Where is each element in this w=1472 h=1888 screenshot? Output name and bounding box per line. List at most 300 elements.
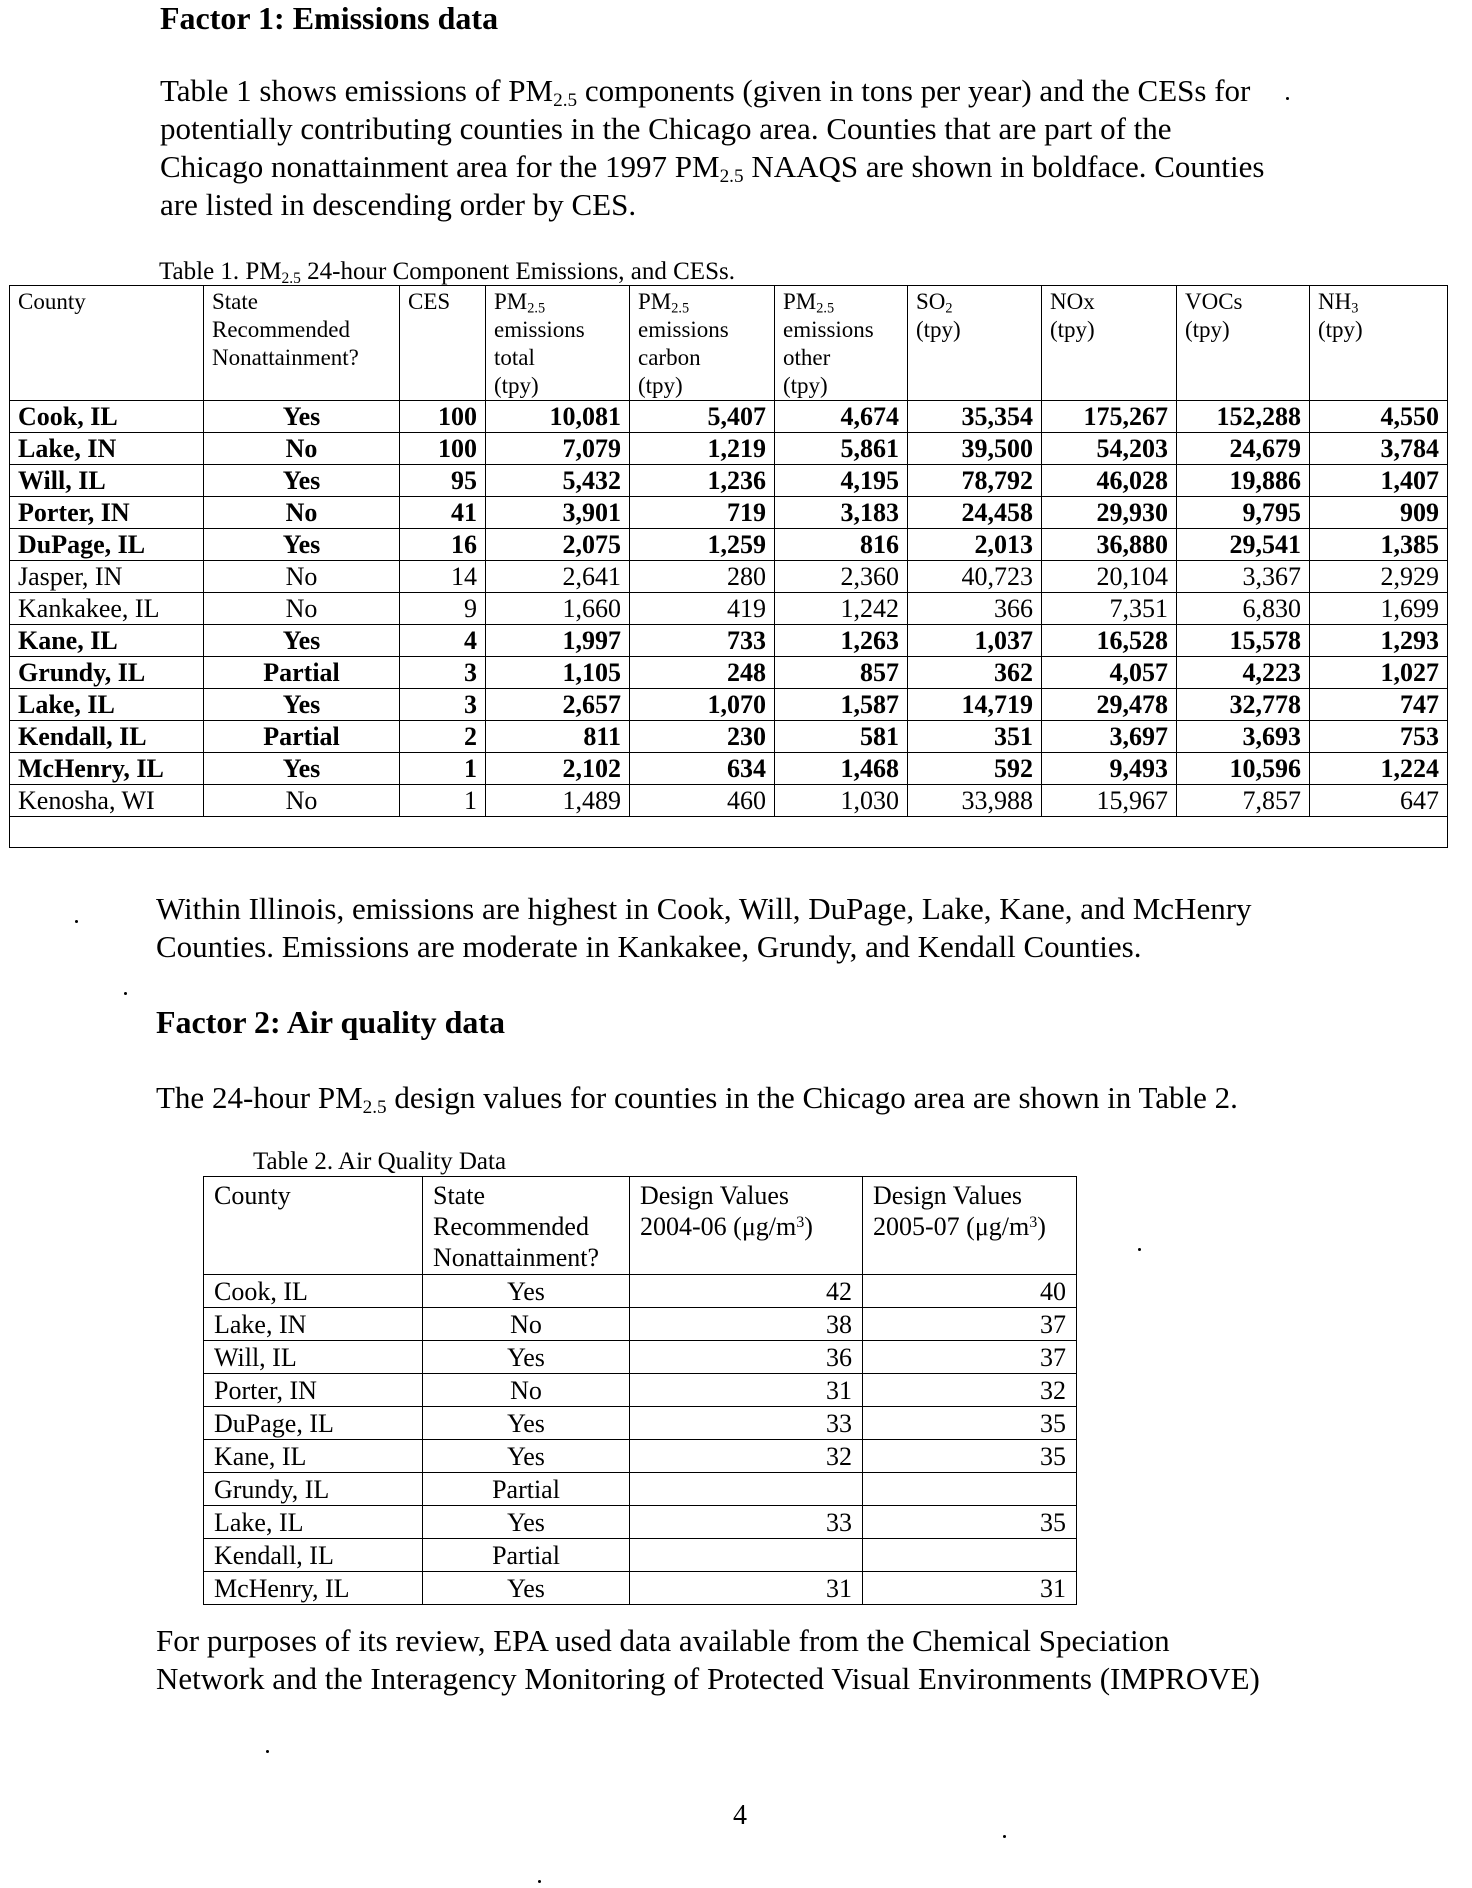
table-cell: 1,242 — [775, 593, 908, 625]
column-header — [204, 1177, 423, 1275]
table-cell: 4,674 — [775, 401, 908, 433]
table-cell: 230 — [630, 721, 775, 753]
header-text: Recommended — [212, 317, 350, 342]
scan-speck — [1138, 1248, 1141, 1251]
table-row — [204, 1407, 1077, 1440]
table-cell: Yes — [204, 465, 400, 497]
table-row — [10, 657, 1448, 689]
table-cell: 460 — [630, 785, 775, 817]
header-text: County — [214, 1181, 291, 1210]
header-line — [408, 288, 477, 316]
factor2-heading: Factor 2: Air quality data — [156, 1004, 506, 1040]
table-cell: Yes — [423, 1275, 630, 1308]
table-cell: 32 — [863, 1374, 1077, 1407]
table-cell: 592 — [908, 753, 1042, 785]
table-cell: 37 — [863, 1308, 1077, 1341]
table-cell: Partial — [423, 1473, 630, 1506]
table-cell: 3,784 — [1310, 433, 1448, 465]
county-cell: Lake, IN — [204, 1308, 423, 1341]
table-cell: 362 — [908, 657, 1042, 689]
table-cell: 1,997 — [486, 625, 630, 657]
scan-speck — [124, 992, 127, 995]
paragraph-line — [160, 72, 1264, 110]
table-row — [204, 1341, 1077, 1374]
table-cell: 4 — [400, 625, 486, 657]
table-cell: 1,385 — [1310, 529, 1448, 561]
column-header — [1177, 286, 1310, 401]
header-text: (tpy) — [1185, 317, 1230, 342]
column-header — [630, 286, 775, 401]
header-line — [212, 344, 391, 372]
header-line — [18, 288, 195, 316]
page-number: 4 — [733, 1800, 747, 1831]
header-line — [783, 344, 899, 372]
header-text: PM — [638, 289, 672, 314]
table-cell: 10,596 — [1177, 753, 1310, 785]
table-cell: 3,693 — [1177, 721, 1310, 753]
table-cell: 31 — [863, 1572, 1077, 1605]
table-cell: 1,259 — [630, 529, 775, 561]
table-cell: 2,929 — [1310, 561, 1448, 593]
table-row — [10, 561, 1448, 593]
empty-cell — [10, 817, 1448, 848]
table-cell: 811 — [486, 721, 630, 753]
table-cell: Yes — [423, 1341, 630, 1374]
table-row — [10, 721, 1448, 753]
line-text: design values for counties in the Chicago area are shown in Table 2. — [386, 1080, 1238, 1115]
table-cell: 100 — [400, 433, 486, 465]
table-cell: Yes — [204, 689, 400, 721]
table-cell: 1,293 — [1310, 625, 1448, 657]
header-line — [1318, 288, 1439, 316]
table-cell: Yes — [204, 529, 400, 561]
header-line — [212, 288, 391, 316]
header-text: VOCs — [1185, 289, 1243, 314]
empty-row — [10, 817, 1448, 848]
scan-speck — [1003, 1835, 1006, 1838]
table-row — [10, 465, 1448, 497]
county-cell: Kenosha, WI — [10, 785, 204, 817]
table-cell: 634 — [630, 753, 775, 785]
table-row — [204, 1275, 1077, 1308]
header-text: Recommended — [433, 1212, 589, 1241]
table-cell: 16,528 — [1042, 625, 1177, 657]
table-cell: 1,037 — [908, 625, 1042, 657]
table-cell: 38 — [630, 1308, 863, 1341]
table-row — [10, 785, 1448, 817]
header-line — [1050, 316, 1168, 344]
paragraph-line — [160, 110, 1264, 148]
table-cell: 2 — [400, 721, 486, 753]
scan-speck — [75, 920, 78, 923]
summary-line: Within Illinois, emissions are highest in Cook, Will, DuPage, Lake, Kane, and McHenry — [156, 891, 1252, 926]
table-cell: 2,013 — [908, 529, 1042, 561]
county-cell: Porter, IN — [10, 497, 204, 529]
header-text: 2004-06 (μg/m — [640, 1212, 797, 1241]
table-cell: 351 — [908, 721, 1042, 753]
header-line — [433, 1242, 619, 1273]
table-cell: 40 — [863, 1275, 1077, 1308]
summary-line: Counties. Emissions are moderate in Kankakee, Grundy, and Kendall Counties. — [156, 929, 1142, 964]
header-text: (tpy) — [638, 373, 683, 398]
header-line — [1185, 316, 1301, 344]
header-text: (tpy) — [916, 317, 961, 342]
table-cell: 40,723 — [908, 561, 1042, 593]
header-line — [916, 288, 1033, 316]
table-cell: 1,407 — [1310, 465, 1448, 497]
header-text: NH — [1318, 289, 1352, 314]
line-text: Chicago nonattainment area for the 1997 PM — [160, 149, 720, 184]
header-line — [494, 344, 621, 372]
table-cell: 733 — [630, 625, 775, 657]
table-cell: No — [204, 497, 400, 529]
table-cell: 1,070 — [630, 689, 775, 721]
header-line — [916, 316, 1033, 344]
header-text: carbon — [638, 345, 701, 370]
county-cell: Cook, IL — [10, 401, 204, 433]
header-text: 2005-07 (μg/m — [873, 1212, 1030, 1241]
column-header — [1310, 286, 1448, 401]
header-line — [783, 288, 899, 316]
table-cell: 747 — [1310, 689, 1448, 721]
header-line — [873, 1180, 1066, 1211]
header-text: SO — [916, 289, 946, 314]
table-cell: 24,458 — [908, 497, 1042, 529]
factor2-paragraph — [156, 1079, 1238, 1117]
table-cell: 1,263 — [775, 625, 908, 657]
table-row — [10, 401, 1448, 433]
header-text: (tpy) — [783, 373, 828, 398]
table-cell: 1,660 — [486, 593, 630, 625]
header-line — [1318, 316, 1439, 344]
table-cell — [863, 1539, 1077, 1572]
table-cell: Yes — [423, 1407, 630, 1440]
table-cell: 1,219 — [630, 433, 775, 465]
subscript: 3 — [1351, 300, 1359, 317]
table-cell: 5,432 — [486, 465, 630, 497]
table-cell — [630, 1473, 863, 1506]
subscript: 2.5 — [816, 300, 835, 317]
table-cell: No — [423, 1374, 630, 1407]
table-cell: 1,468 — [775, 753, 908, 785]
column-header — [423, 1177, 630, 1275]
header-line — [638, 288, 766, 316]
county-cell: Lake, IN — [10, 433, 204, 465]
county-cell: Kendall, IL — [10, 721, 204, 753]
table-cell: 1,489 — [486, 785, 630, 817]
paragraph-line — [160, 186, 1264, 224]
table-row — [10, 433, 1448, 465]
county-cell: Kendall, IL — [204, 1539, 423, 1572]
table-cell: 29,541 — [1177, 529, 1310, 561]
scan-speck — [538, 1880, 541, 1883]
table-cell: 2,075 — [486, 529, 630, 561]
scan-speck — [266, 1750, 269, 1753]
county-cell: DuPage, IL — [10, 529, 204, 561]
table-cell: 19,886 — [1177, 465, 1310, 497]
closing-paragraph — [156, 1622, 1260, 1698]
table1-caption — [159, 258, 735, 286]
county-cell: Kankakee, IL — [10, 593, 204, 625]
county-cell: Will, IL — [10, 465, 204, 497]
table-cell: Yes — [204, 753, 400, 785]
county-cell: McHenry, IL — [204, 1572, 423, 1605]
table-row — [10, 689, 1448, 721]
table-cell: 4,195 — [775, 465, 908, 497]
table-cell: 3,697 — [1042, 721, 1177, 753]
header-line — [1050, 288, 1168, 316]
table-cell: 37 — [863, 1341, 1077, 1374]
header-text: Nonattainment? — [433, 1243, 600, 1272]
header-text: total — [494, 345, 535, 370]
table-cell: 100 — [400, 401, 486, 433]
header-text: (tpy) — [1050, 317, 1095, 342]
table-cell: 46,028 — [1042, 465, 1177, 497]
table2-caption: Table 2. Air Quality Data — [253, 1148, 507, 1175]
table-cell: 6,830 — [1177, 593, 1310, 625]
table-cell: 5,861 — [775, 433, 908, 465]
header-text: ) — [1037, 1212, 1046, 1241]
header-text: emissions — [638, 317, 729, 342]
table-cell: Yes — [204, 401, 400, 433]
column-header — [630, 1177, 863, 1275]
factor1-paragraph — [160, 72, 1264, 224]
county-cell: Cook, IL — [204, 1275, 423, 1308]
county-cell: Kane, IL — [204, 1440, 423, 1473]
table-row — [204, 1308, 1077, 1341]
table-cell: 366 — [908, 593, 1042, 625]
table-row — [204, 1572, 1077, 1605]
header-text: Design Values — [873, 1181, 1023, 1210]
column-header — [400, 286, 486, 401]
header-line — [494, 288, 621, 316]
header-line — [640, 1180, 852, 1211]
header-line — [638, 316, 766, 344]
county-cell: DuPage, IL — [204, 1407, 423, 1440]
table2-header-row — [204, 1177, 1077, 1275]
table-cell: 2,102 — [486, 753, 630, 785]
closing-line: Network and the Interagency Monitoring of Protected Visual Environments (IMPROVE) — [156, 1661, 1260, 1696]
table-cell: 175,267 — [1042, 401, 1177, 433]
line-text: are listed in descending order by CES. — [160, 187, 637, 222]
table-cell: No — [204, 593, 400, 625]
table1-wrapper — [9, 285, 1448, 848]
table-cell: 33 — [630, 1506, 863, 1539]
table-cell: 753 — [1310, 721, 1448, 753]
table-cell: 32 — [630, 1440, 863, 1473]
table-cell: 9,795 — [1177, 497, 1310, 529]
closing-line: For purposes of its review, EPA used data available from the Chemical Speciation — [156, 1623, 1170, 1658]
caption-text: Table 1. PM — [159, 258, 282, 285]
header-text: emissions — [783, 317, 874, 342]
table-cell: No — [423, 1308, 630, 1341]
column-header — [486, 286, 630, 401]
table-cell: 20,104 — [1042, 561, 1177, 593]
header-line — [783, 372, 899, 400]
table-cell: 29,930 — [1042, 497, 1177, 529]
table-cell: 248 — [630, 657, 775, 689]
subscript: 2.5 — [281, 269, 301, 287]
table-cell: 36,880 — [1042, 529, 1177, 561]
table-cell: 2,360 — [775, 561, 908, 593]
table2-wrapper — [203, 1176, 1077, 1605]
table-cell: 33,988 — [908, 785, 1042, 817]
column-header — [10, 286, 204, 401]
county-cell: Lake, IL — [204, 1506, 423, 1539]
column-header — [908, 286, 1042, 401]
table-cell — [630, 1539, 863, 1572]
header-line — [1185, 288, 1301, 316]
table-cell: Yes — [423, 1440, 630, 1473]
county-cell: Grundy, IL — [10, 657, 204, 689]
table-row — [204, 1506, 1077, 1539]
summary-paragraph — [156, 890, 1252, 966]
table-row — [10, 497, 1448, 529]
table-cell: 7,857 — [1177, 785, 1310, 817]
table-cell: 33 — [630, 1407, 863, 1440]
county-cell: Lake, IL — [10, 689, 204, 721]
subscript: 2.5 — [553, 89, 578, 111]
header-text: State — [433, 1181, 485, 1210]
table-row — [204, 1440, 1077, 1473]
subscript: 2.5 — [719, 165, 744, 187]
header-line — [873, 1211, 1066, 1242]
subscript: 2 — [945, 300, 953, 317]
header-line — [433, 1211, 619, 1242]
table-cell: Partial — [204, 721, 400, 753]
header-text: PM — [494, 289, 528, 314]
air-quality-table — [203, 1176, 1077, 1605]
table-cell: 3 — [400, 689, 486, 721]
header-text: other — [783, 345, 831, 370]
header-text: Design Values — [640, 1181, 790, 1210]
table-row — [10, 625, 1448, 657]
table-cell: 1,224 — [1310, 753, 1448, 785]
table-cell: 7,351 — [1042, 593, 1177, 625]
table-cell: 1,027 — [1310, 657, 1448, 689]
county-cell: McHenry, IL — [10, 753, 204, 785]
column-header — [775, 286, 908, 401]
table-cell: 719 — [630, 497, 775, 529]
table-cell: 42 — [630, 1275, 863, 1308]
header-line — [638, 372, 766, 400]
table-cell: 24,679 — [1177, 433, 1310, 465]
table-cell: 4,550 — [1310, 401, 1448, 433]
header-line — [433, 1180, 619, 1211]
table-cell: No — [204, 785, 400, 817]
table-row — [10, 753, 1448, 785]
table-cell: 32,778 — [1177, 689, 1310, 721]
table-cell: 15,967 — [1042, 785, 1177, 817]
table-cell: 10,081 — [486, 401, 630, 433]
table-cell: 816 — [775, 529, 908, 561]
header-text: PM — [783, 289, 817, 314]
table-cell: 29,478 — [1042, 689, 1177, 721]
header-line — [494, 316, 621, 344]
table-cell: 4,223 — [1177, 657, 1310, 689]
paragraph-line — [160, 148, 1264, 186]
table-cell: Yes — [423, 1506, 630, 1539]
table-row — [10, 529, 1448, 561]
table-cell: Partial — [204, 657, 400, 689]
county-cell: Porter, IN — [204, 1374, 423, 1407]
table-cell: 1,236 — [630, 465, 775, 497]
table-cell: 2,657 — [486, 689, 630, 721]
table-cell: 1 — [400, 753, 486, 785]
table-row — [204, 1473, 1077, 1506]
subscript: 2.5 — [362, 1096, 387, 1118]
table-cell: 647 — [1310, 785, 1448, 817]
header-text: (tpy) — [494, 373, 539, 398]
table-cell: 35 — [863, 1440, 1077, 1473]
table-cell: 2,641 — [486, 561, 630, 593]
table-row — [204, 1539, 1077, 1572]
table-cell: 1,105 — [486, 657, 630, 689]
table-cell: 4,057 — [1042, 657, 1177, 689]
table-cell: 78,792 — [908, 465, 1042, 497]
table-cell: 16 — [400, 529, 486, 561]
header-line — [214, 1180, 412, 1211]
table-cell: Yes — [423, 1572, 630, 1605]
table-row — [204, 1374, 1077, 1407]
header-line — [640, 1211, 852, 1242]
subscript: 3 — [796, 1213, 805, 1231]
line-text: potentially contributing counties in the Chicago area. Counties that are part of the — [160, 111, 1172, 146]
subscript: 2.5 — [671, 300, 690, 317]
header-text: County — [18, 289, 86, 314]
table-cell: 3,367 — [1177, 561, 1310, 593]
header-text: CES — [408, 289, 451, 314]
column-header — [204, 286, 400, 401]
header-line — [783, 316, 899, 344]
header-text: emissions — [494, 317, 585, 342]
table-cell: 3,183 — [775, 497, 908, 529]
table-cell: 1,699 — [1310, 593, 1448, 625]
table-cell: 35,354 — [908, 401, 1042, 433]
scan-speck — [1286, 97, 1289, 100]
table-cell: 35 — [863, 1506, 1077, 1539]
header-text: State — [212, 289, 258, 314]
line-text: The 24-hour PM — [156, 1080, 363, 1115]
header-line — [638, 344, 766, 372]
table-cell: 3 — [400, 657, 486, 689]
table-cell: 31 — [630, 1572, 863, 1605]
table-cell — [863, 1473, 1077, 1506]
subscript: 3 — [1029, 1213, 1038, 1231]
table-cell: 39,500 — [908, 433, 1042, 465]
subscript: 2.5 — [527, 300, 546, 317]
table-cell: 31 — [630, 1374, 863, 1407]
table-cell: 909 — [1310, 497, 1448, 529]
table-cell: 14 — [400, 561, 486, 593]
table-cell: Yes — [204, 625, 400, 657]
table-cell: 36 — [630, 1341, 863, 1374]
header-line — [494, 372, 621, 400]
header-text: Nonattainment? — [212, 345, 359, 370]
table-cell: 1 — [400, 785, 486, 817]
table-cell: 14,719 — [908, 689, 1042, 721]
table-cell: 7,079 — [486, 433, 630, 465]
county-cell: Jasper, IN — [10, 561, 204, 593]
table-cell: 41 — [400, 497, 486, 529]
table-cell: 857 — [775, 657, 908, 689]
table-cell: 5,407 — [630, 401, 775, 433]
table-cell: No — [204, 433, 400, 465]
table1-header-row — [10, 286, 1448, 401]
column-header — [1042, 286, 1177, 401]
county-cell: Grundy, IL — [204, 1473, 423, 1506]
table-cell: 95 — [400, 465, 486, 497]
